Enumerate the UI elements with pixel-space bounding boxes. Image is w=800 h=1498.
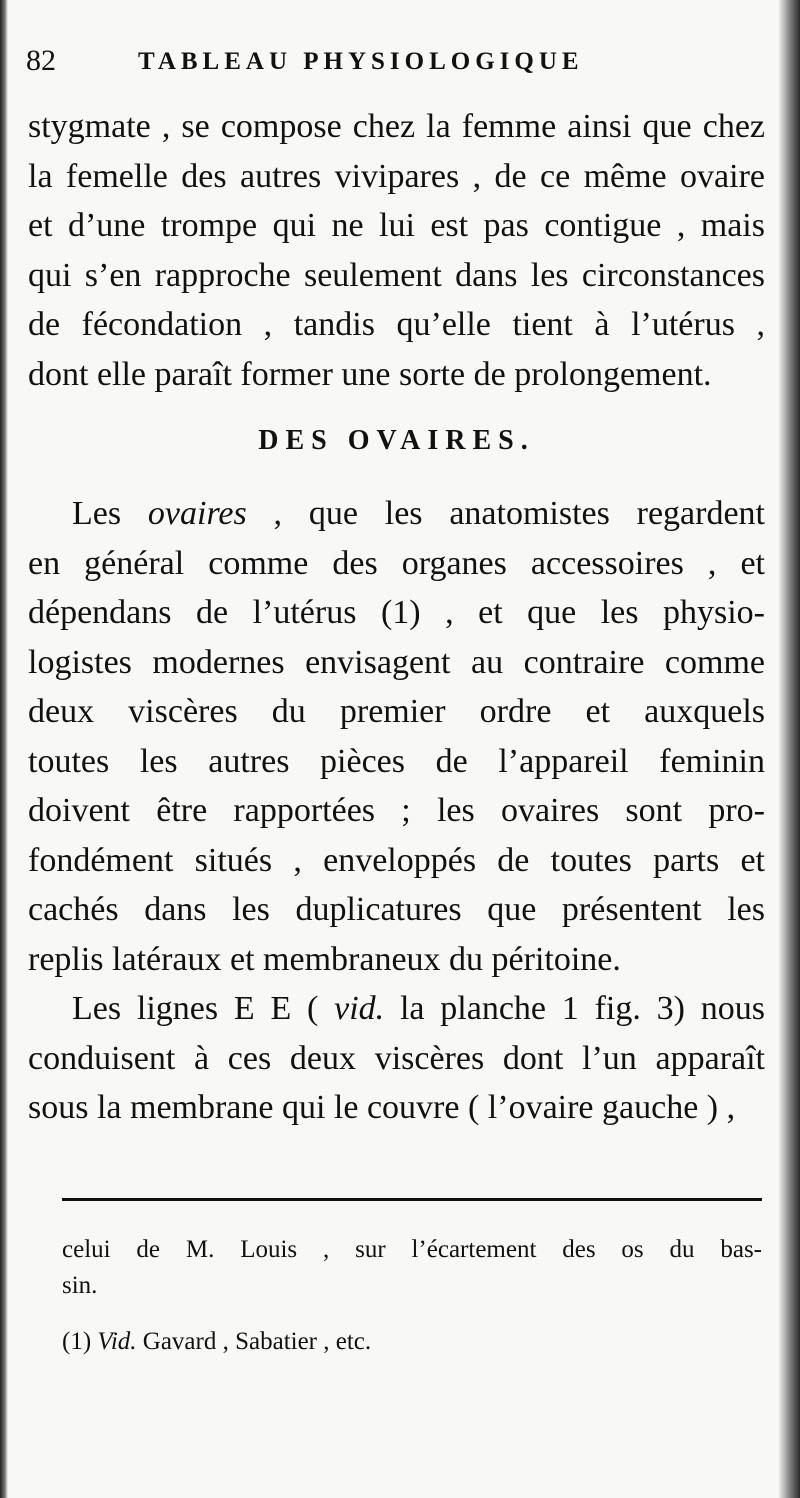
text-line: dont elle paraît former une sorte de prolongement.	[28, 355, 712, 393]
text-line: en général comme des organes accessoires , et	[28, 544, 765, 582]
italic-term: vid.	[334, 990, 385, 1027]
running-title: TABLEAU PHYSIOLOGIQUE	[138, 48, 584, 75]
footnote-1	[62, 1324, 762, 1360]
text-line: deux viscères du premier ordre et auxquels	[28, 693, 765, 730]
footnote-text: Gavard , Sabatier , etc.	[136, 1328, 372, 1355]
text-line: toutes les autres pièces de l’appareil feminin	[28, 742, 765, 780]
text-line: et d’une trompe qui ne lui est pas contigue , mais	[28, 207, 765, 244]
paragraph-3	[28, 984, 765, 1133]
footnote-marker: (1)	[62, 1328, 98, 1355]
italic-term: Vid.	[97, 1328, 137, 1355]
text-line	[28, 984, 765, 1034]
page-number: 82	[26, 44, 56, 77]
section-heading: DES OVAIRES.	[258, 425, 535, 456]
footnotes	[62, 1232, 762, 1360]
footnote-rule	[62, 1198, 762, 1201]
text-line: fondément situés , enveloppés de toutes parts et	[28, 841, 765, 879]
text-line: la femelle des autres vivipares , de ce même ovaire	[28, 157, 765, 195]
italic-term: ovaires	[147, 495, 247, 532]
paragraph-1	[28, 102, 765, 399]
text-line: conduisent à ces deux viscères dont l’un apparaît	[28, 1039, 765, 1077]
text-line: stygmate , se compose chez la femme ainsi que chez	[28, 108, 765, 145]
body-text	[28, 102, 765, 1133]
text-line: doivent être rapportées ; les ovaires sont pro-	[28, 792, 765, 829]
text-fragment: Les lignes E E (	[72, 990, 335, 1027]
paragraph-2	[28, 489, 765, 984]
footnote-continued-line: sin.	[62, 1272, 98, 1299]
page-left-shadow	[0, 0, 8, 1498]
text-fragment: Les	[72, 495, 148, 532]
page-right-shadow	[778, 0, 800, 1498]
text-line: de fécondation , tandis qu’elle tient à l’utérus ,	[28, 306, 765, 343]
text-line: qui s’en rapproche seulement dans les circonstances	[28, 256, 765, 294]
text-line: sous la membrane qui le couvre ( l’ovaire gauche ) ,	[28, 1089, 736, 1126]
text-line: cachés dans les duplicatures que présentent les	[28, 891, 765, 928]
text-fragment: , que les anatomistes regardent	[246, 495, 766, 532]
text-line: logistes modernes envisagent au contraire comme	[28, 643, 765, 681]
footnote-continued-line: celui de M. Louis , sur l’écartement des os du bas-	[62, 1236, 762, 1263]
text-line	[28, 489, 765, 539]
text-line: replis latéraux et membraneux du péritoine.	[28, 940, 621, 978]
text-line: dépendans de l’utérus (1) , et que les physio-	[28, 594, 765, 631]
text-fragment: la planche 1 fig. 3) nous	[384, 990, 765, 1027]
